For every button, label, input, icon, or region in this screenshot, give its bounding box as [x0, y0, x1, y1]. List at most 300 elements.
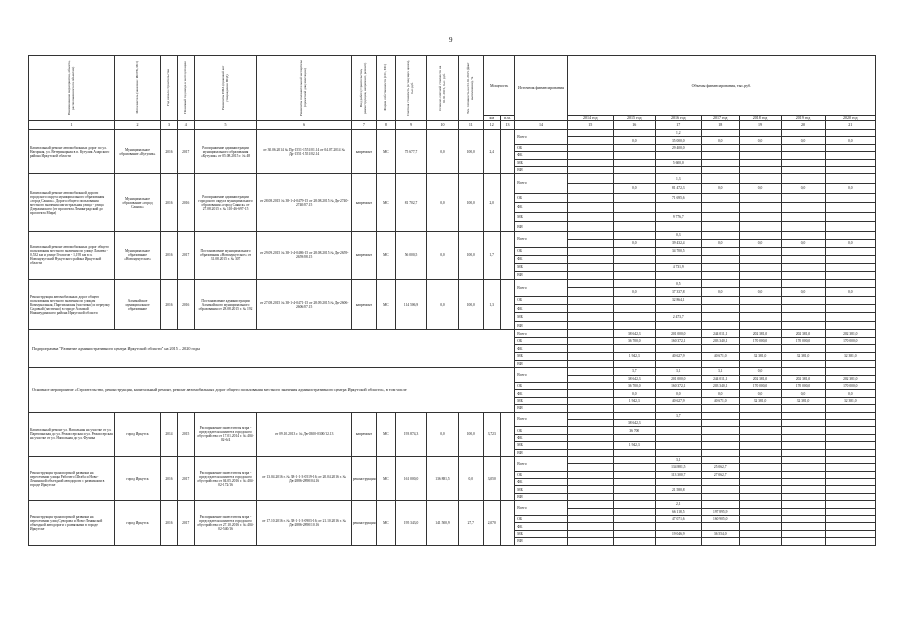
object-name: Капитальный ремонт автомобильной дороги городского округа муниципального образования «город Саянск». Дорога общего пользования местного значения магистральная улица - улица Дзержинского (от проспекта Ленинградский до проспекта Мира) [29, 174, 115, 232]
power-cell: 3,1 [655, 368, 701, 375]
value-cell [825, 152, 875, 159]
value-cell [655, 419, 701, 426]
value-cell [701, 321, 739, 329]
value-cell: 0,0 [739, 239, 781, 247]
power-cell [781, 130, 825, 137]
object-pm [500, 130, 515, 174]
power-cell [781, 456, 825, 463]
power-cell: 0,3 [655, 231, 701, 239]
value-cell [655, 405, 701, 412]
header-cost: Сметная стоимость (в текущих ценах), тыс.руб. [406, 59, 415, 116]
value-cell [739, 152, 781, 159]
source-label: ОБ [515, 296, 567, 304]
value-cell [739, 427, 781, 434]
header-work-type: Вид работ (строительство, реконструкция, капремонт, ремонт) [359, 61, 367, 114]
source-label: ФБ [515, 255, 567, 263]
value-cell [825, 419, 875, 426]
value-cell [567, 390, 613, 397]
value-cell: 170 000,0 [825, 383, 875, 390]
value-cell [701, 449, 739, 456]
value-cell [567, 442, 613, 449]
power-cell [613, 279, 655, 287]
object-readiness: 100,0 [458, 279, 483, 329]
source-label: ВИ [515, 449, 567, 456]
object-end-year: 2017 [177, 501, 194, 545]
object-work-type: капремонт [351, 130, 376, 174]
object-km: 2,0 [483, 174, 500, 232]
value-cell: 5 600,0 [655, 159, 701, 166]
power-cell [825, 130, 875, 137]
col-num: 2 [114, 121, 160, 130]
value-cell [613, 296, 655, 304]
object-pm [500, 174, 515, 232]
value-cell [613, 516, 655, 523]
value-cell: 160 905,0 [701, 516, 739, 523]
value-cell: 203 340,1 [701, 337, 739, 345]
value-cell [613, 193, 655, 203]
header-year-2015: 2015 год [613, 116, 655, 121]
source-label: ФБ [515, 203, 567, 213]
value-cell [613, 255, 655, 263]
object-work-type: капремонт [351, 412, 376, 456]
col-num: 1 [29, 121, 115, 130]
value-cell: 32 864,1 [655, 296, 701, 304]
object-executor: Алзамайское муниципальное образование [114, 279, 160, 329]
value-cell [613, 345, 655, 353]
value-cell [739, 271, 781, 279]
source-label: МБ [515, 212, 567, 222]
value-cell [567, 449, 613, 456]
value-cell [613, 152, 655, 159]
header-year-2017: 2017 год [701, 116, 739, 121]
header-name: Наименование мероприятия, объекта, расположенного по объектам) [66, 60, 75, 115]
value-cell: 4 731,9 [655, 263, 701, 271]
value-cell [825, 405, 875, 412]
value-cell: 170 000,0 [739, 337, 781, 345]
value-cell: 202 381,0 [825, 330, 875, 338]
power-cell [567, 501, 613, 508]
value-cell [701, 271, 739, 279]
value-cell [701, 493, 739, 500]
value-cell: 1 942,3 [613, 397, 655, 404]
power-cell [739, 130, 781, 137]
value-cell [567, 337, 613, 345]
source-label: ФБ [515, 479, 567, 486]
value-cell [825, 449, 875, 456]
source-label: ОБ [515, 516, 567, 523]
value-cell: 21 580,8 [655, 486, 701, 493]
value-cell [567, 296, 613, 304]
source-label: ФБ [515, 434, 567, 441]
value-cell [739, 296, 781, 304]
summary-row [29, 368, 876, 375]
object-start-year: 2016 [161, 231, 178, 279]
power-cell [825, 456, 875, 463]
value-cell: 0,0 [739, 183, 781, 193]
value-cell [825, 345, 875, 353]
value-cell [701, 222, 739, 232]
section-title: Подпрограмма "Развитие административного центра Иркутской области" на 2015 – 2020 годы [29, 330, 515, 368]
object-cost: 81 702,7 [395, 174, 426, 232]
value-cell: 160 372,1 [655, 383, 701, 390]
object-name: Реконструкция автомобильных дорог общего пользования местного значения по улицам Коммунальная, Партизанская (частично) и переулку Садовый (частично) в городе Алзамай Нижнеудинского района Иркутской области [29, 279, 115, 329]
value-cell [701, 296, 739, 304]
value-cell: 0,0 [701, 239, 739, 247]
value-cell [739, 222, 781, 232]
value-cell: 71 695,6 [655, 193, 701, 203]
value-cell [567, 486, 613, 493]
page-number: 9 [449, 36, 453, 44]
power-cell [613, 501, 655, 508]
object-npa: Распоряжение заместителя мэра - председателя комитета городского обустройства от 17.01.2014 г. № 404-02-6/4 [194, 412, 257, 456]
object-name: Капитальный ремонт автомобильных дорог общего пользования местного значения по улице Лазаева - 0,532 км и улице Геологов - 1,195 км в п. Новонукутский Нукутского района Иркутской области [29, 231, 115, 279]
value-cell [825, 493, 875, 500]
power-cell [567, 130, 613, 137]
col-num: 10 [427, 121, 458, 130]
value-cell [613, 471, 655, 478]
source-label: Всего [515, 231, 567, 247]
power-cell: 3,1 [701, 368, 739, 375]
value-cell [739, 345, 781, 353]
object-expertise: от 27.08.2015 № 38-1-4-0471-15 от 28.09.2015 № Дв-2606-2606/07.15 [257, 279, 351, 329]
value-cell [781, 508, 825, 515]
source-label: Всего [515, 174, 567, 193]
value-cell [655, 427, 701, 434]
source-label: Всего [515, 412, 567, 427]
source-label: Всего [515, 456, 567, 471]
value-cell [781, 405, 825, 412]
source-label: Всего [515, 130, 567, 145]
source-label: Всего [515, 501, 567, 516]
header-start-year: Год начала строительства [166, 69, 171, 106]
power-cell [781, 279, 825, 287]
col-num: 4 [177, 121, 194, 130]
object-pm [500, 456, 515, 500]
value-cell [567, 345, 613, 353]
object-km: 3,723 [483, 412, 500, 456]
value-cell [825, 305, 875, 313]
header-km: км [483, 116, 500, 121]
value-cell [739, 405, 781, 412]
col-num: 3 [161, 121, 178, 130]
col-num: 15 [567, 121, 613, 130]
value-cell: 81 472,3 [655, 183, 701, 193]
value-cell [613, 523, 655, 530]
value-cell [567, 263, 613, 271]
object-expertise: от 13.04.2016 г. № 38-1-1-3-0519-16; от 20.04.2016 г. № Дв-2886-2890/04.16 [257, 456, 351, 500]
source-label: Всего [515, 368, 567, 383]
value-cell [739, 434, 781, 441]
value-cell: 38 642,3 [613, 419, 655, 426]
value-cell [825, 271, 875, 279]
value-cell [567, 419, 613, 426]
value-cell: 40 627,9 [655, 397, 701, 404]
value-cell [825, 538, 875, 545]
object-start-year: 2014 [161, 412, 178, 456]
value-cell [739, 516, 781, 523]
object-start-year: 2016 [161, 501, 178, 545]
value-cell [567, 288, 613, 296]
source-label: ОБ [515, 247, 567, 255]
object-pm [500, 231, 515, 279]
value-cell [613, 159, 655, 166]
value-cell [739, 263, 781, 271]
col-num: 12 [483, 121, 500, 130]
value-cell [739, 493, 781, 500]
value-cell [781, 321, 825, 329]
section-title: Основное мероприятие «Строительство, реконструкция, капитальный ремонт, ремонт автомобильных дорог общего пользования местного значения административного центра Иркутской области», в том числе [29, 368, 515, 412]
power-cell: 1,3 [655, 174, 701, 184]
object-start-year: 2016 [161, 456, 178, 500]
power-cell [567, 368, 613, 375]
value-cell [781, 486, 825, 493]
value-cell: 197 895,9 [701, 508, 739, 515]
power-cell: 3,1 [655, 456, 701, 463]
object-executor: город Иркутск [114, 456, 160, 500]
value-cell [781, 360, 825, 368]
value-cell [567, 271, 613, 279]
object-mastered: 0,0 [427, 174, 458, 232]
object-npa: Постановление муниципального образования «Новонукутское» от 31.08.2015 г. № 307 [194, 231, 257, 279]
value-cell [739, 442, 781, 449]
col-num: 9 [395, 121, 426, 130]
value-cell [825, 442, 875, 449]
value-cell [825, 516, 875, 523]
power-cell [613, 174, 655, 184]
value-cell: 0,0 [701, 183, 739, 193]
value-cell [655, 255, 701, 263]
header-mastered: Освоено сметной стоимости на 01.01.2015, тыс. руб. [437, 64, 446, 111]
value-cell: 2 473,7 [655, 313, 701, 321]
power-cell: 2,1 [655, 501, 701, 508]
value-cell: 201 000,0 [655, 375, 701, 382]
power-cell [701, 231, 739, 239]
object-executor: Муниципальное образование «Кутулик» [114, 130, 160, 174]
header-end-year: Плановый год ввода в эксплуатацию [182, 61, 187, 114]
object-end-year: 2017 [177, 130, 194, 174]
value-cell [825, 166, 875, 173]
power-cell: 3,7 [655, 412, 701, 419]
object-ownership: МС [376, 279, 395, 329]
source-label: МБ [515, 313, 567, 321]
object-row [29, 279, 876, 287]
value-cell [825, 203, 875, 213]
power-cell: 1,2 [655, 130, 701, 137]
object-npa: Распоряжение заместителя мэра - председателя комитета городского обустройства от 04.05.2016 г. № 404-02-172/16 [194, 456, 257, 500]
source-label: ОБ [515, 337, 567, 345]
value-cell [739, 419, 781, 426]
source-label: ФБ [515, 345, 567, 353]
value-cell [613, 166, 655, 173]
object-name: Капитальный ремонт автомобильных дорог по ул. Нагорная, ул. Ветеринарная в п. Кутулик Аларского района Иркутской области [29, 130, 115, 174]
value-cell: 36 700 [613, 427, 655, 434]
col-num: 16 [613, 121, 655, 130]
object-expertise: от 09.10.2013 г. № Дв-0300-0300/12.13 [257, 412, 351, 456]
value-cell [567, 464, 613, 471]
value-cell [655, 321, 701, 329]
value-cell: 113 300,7 [655, 471, 701, 478]
power-cell [613, 456, 655, 463]
value-cell: 0,0 [701, 390, 739, 397]
source-label: ВИ [515, 222, 567, 232]
value-cell [781, 538, 825, 545]
value-cell [701, 263, 739, 271]
source-label: ФБ [515, 305, 567, 313]
value-cell: 40 671,0 [701, 397, 739, 404]
value-cell [567, 530, 613, 537]
col-num: 7 [351, 121, 376, 130]
value-cell [567, 137, 613, 144]
value-cell: 0,0 [739, 137, 781, 144]
object-cost: 193 874,3 [395, 412, 426, 456]
value-cell [701, 538, 739, 545]
object-start-year: 2016 [161, 130, 178, 174]
value-cell [655, 271, 701, 279]
header-npa: Реквизиты НПА (правовой акт утверждения ПСД) [220, 65, 229, 110]
col-num: 8 [376, 121, 395, 130]
value-cell [613, 486, 655, 493]
power-cell [739, 231, 781, 239]
source-label: МБ [515, 486, 567, 493]
value-cell [567, 212, 613, 222]
value-cell: 0,0 [825, 390, 875, 397]
power-cell [739, 279, 781, 287]
value-cell [739, 530, 781, 537]
object-name: Реконструкция транспортной развязки на пересечении улиц Суворова и Ново-Ленинской объездной автодороги с развязками в городе Иркутске [29, 501, 115, 545]
object-row [29, 456, 876, 463]
object-mastered: 0,0 [427, 412, 458, 456]
power-cell [567, 456, 613, 463]
header-pm: п.м. [500, 116, 515, 121]
object-km: 2,4 [483, 130, 500, 174]
value-cell [825, 427, 875, 434]
value-cell [781, 271, 825, 279]
value-cell [701, 305, 739, 313]
value-cell [781, 247, 825, 255]
object-cost: 75 677,7 [395, 130, 426, 174]
value-cell: 32 381,0 [781, 353, 825, 361]
value-cell [701, 203, 739, 213]
value-cell [739, 212, 781, 222]
value-cell: 0,0 [781, 183, 825, 193]
value-cell [739, 360, 781, 368]
value-cell [739, 203, 781, 213]
value-cell: 36 700,0 [613, 337, 655, 345]
financing-table [28, 55, 876, 546]
power-cell [701, 501, 739, 508]
value-cell [739, 247, 781, 255]
value-cell [613, 493, 655, 500]
power-cell [701, 412, 739, 419]
header-ownership: Форма собственности (ОС, МС) [383, 64, 387, 111]
col-num: 6 [257, 121, 351, 130]
object-mastered: 0,0 [427, 279, 458, 329]
object-npa: Распоряжение администрации муниципального образования «Кутулик» от 05.08.2015 г. № 48 [194, 130, 257, 174]
value-cell [781, 166, 825, 173]
value-cell [655, 479, 701, 486]
value-cell [739, 449, 781, 456]
value-cell [825, 159, 875, 166]
value-cell [655, 305, 701, 313]
value-cell [781, 516, 825, 523]
object-end-year: 2016 [177, 279, 194, 329]
value-cell [567, 427, 613, 434]
value-cell [567, 222, 613, 232]
value-cell [781, 464, 825, 471]
value-cell [567, 255, 613, 263]
object-work-type: реконструкция [351, 501, 376, 545]
value-cell: 244 011,1 [701, 375, 739, 382]
value-cell [825, 464, 875, 471]
value-cell [613, 247, 655, 255]
value-cell [825, 193, 875, 203]
value-cell [825, 360, 875, 368]
value-cell [613, 212, 655, 222]
value-cell [567, 159, 613, 166]
power-cell [567, 279, 613, 287]
value-cell: 170 000,0 [825, 337, 875, 345]
column-number-row [29, 121, 876, 130]
value-cell [825, 144, 875, 151]
object-pm [500, 279, 515, 329]
object-cost: 114 506,9 [395, 279, 426, 329]
value-cell [825, 263, 875, 271]
value-cell [825, 530, 875, 537]
object-ownership: МС [376, 130, 395, 174]
value-cell: 32 381,0 [739, 397, 781, 404]
header-year-2018: 2018 год [739, 116, 781, 121]
value-cell [825, 508, 875, 515]
value-cell: 0,0 [825, 183, 875, 193]
object-mastered: 0,0 [427, 231, 458, 279]
value-cell [781, 222, 825, 232]
value-cell [739, 305, 781, 313]
value-cell [781, 193, 825, 203]
value-cell [655, 538, 701, 545]
value-cell [701, 247, 739, 255]
source-label: ФБ [515, 523, 567, 530]
value-cell: 202 381,0 [825, 375, 875, 382]
source-label: Всего [515, 330, 567, 338]
object-readiness: 100,0 [458, 231, 483, 279]
header-year-2019: 2019 год [781, 116, 825, 121]
object-executor: город Иркутск [114, 501, 160, 545]
col-num: 20 [781, 121, 825, 130]
value-cell [613, 464, 655, 471]
source-label: ВИ [515, 538, 567, 545]
power-cell [825, 174, 875, 184]
value-cell [567, 538, 613, 545]
object-start-year: 2016 [161, 174, 178, 232]
value-cell [701, 193, 739, 203]
value-cell: 38 642,3 [613, 330, 655, 338]
value-cell [567, 305, 613, 313]
object-readiness: 0,0 [458, 456, 483, 500]
value-cell: 66 118,5 [655, 508, 701, 515]
object-km: 1,3 [483, 279, 500, 329]
value-cell [613, 538, 655, 545]
power-cell [739, 456, 781, 463]
source-label: ВИ [515, 405, 567, 412]
value-cell [613, 321, 655, 329]
value-cell: 202 381,0 [739, 330, 781, 338]
value-cell [567, 479, 613, 486]
value-cell: 32 381,0 [825, 353, 875, 361]
object-end-year: 2016 [177, 174, 194, 232]
value-cell [781, 313, 825, 321]
value-cell [781, 296, 825, 304]
power-cell [825, 231, 875, 239]
